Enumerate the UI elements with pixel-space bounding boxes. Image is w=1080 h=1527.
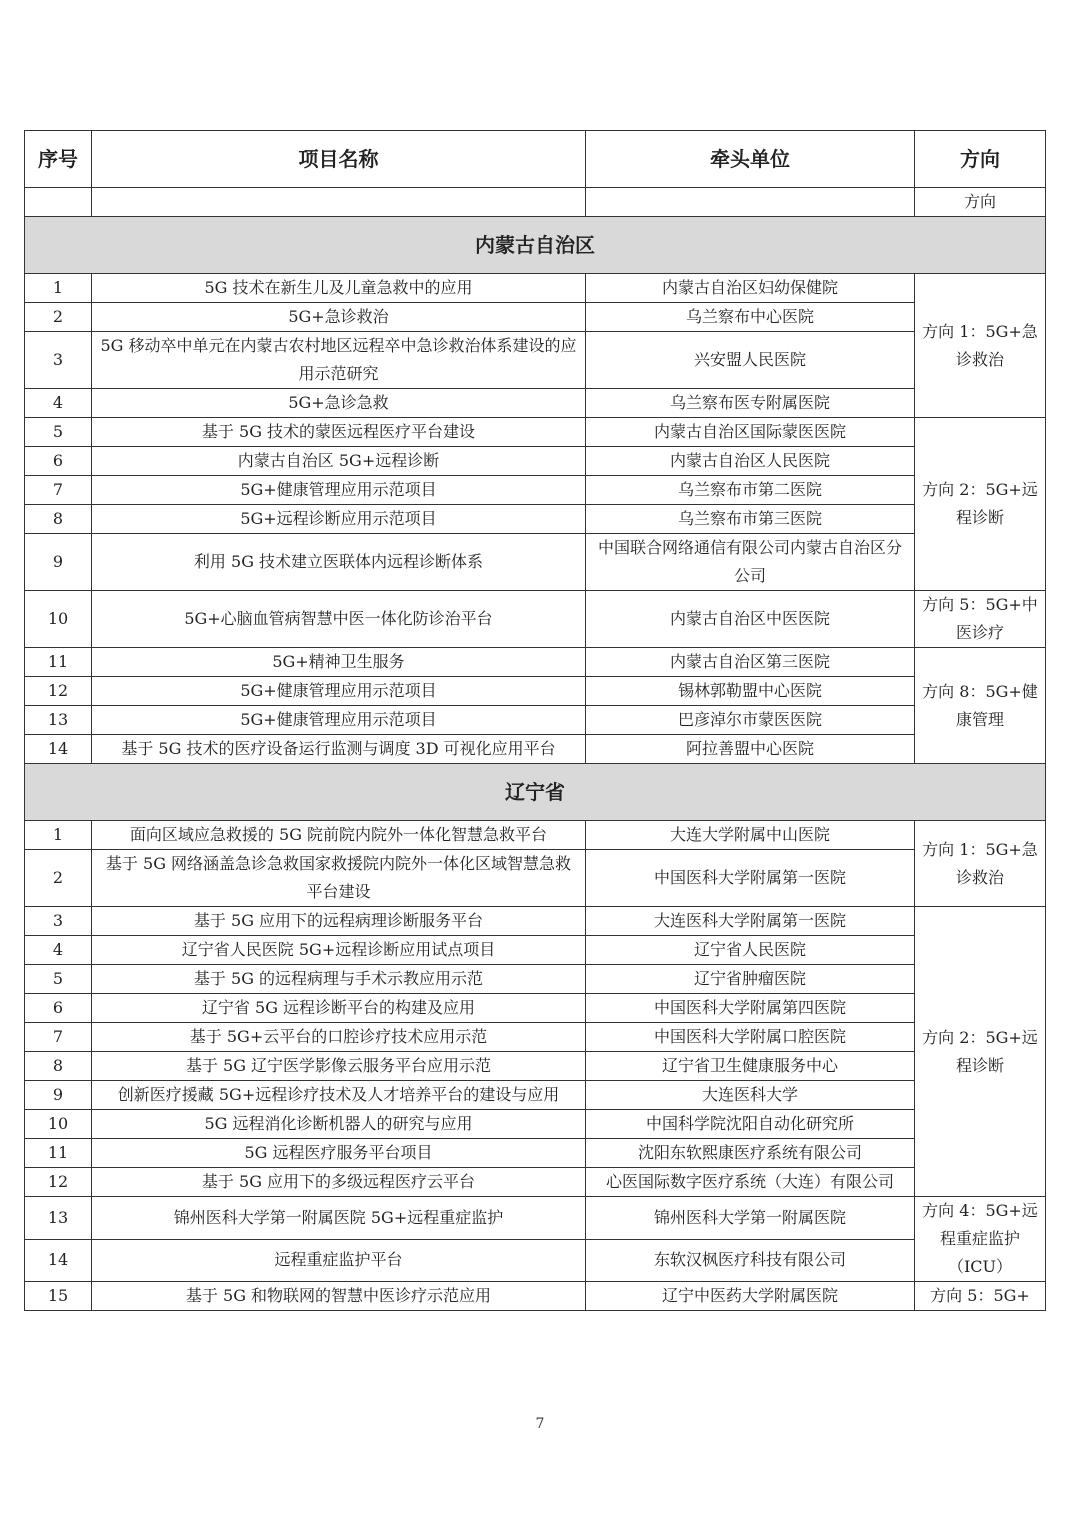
seq-cell: 13 bbox=[25, 706, 92, 735]
direction-cell: 方向 2：5G+远程诊断 bbox=[915, 418, 1046, 591]
name-cell: 辽宁省 5G 远程诊断平台的构建及应用 bbox=[92, 994, 586, 1023]
name-cell: 5G 移动卒中单元在内蒙古农村地区远程卒中急诊救治体系建设的应用示范研究 bbox=[92, 332, 586, 389]
unit-cell: 乌兰察布中心医院 bbox=[586, 303, 915, 332]
unit-cell: 东软汉枫医疗科技有限公司 bbox=[586, 1239, 915, 1282]
direction-cell: 方向 1：5G+急诊救治 bbox=[915, 821, 1046, 907]
seq-cell: 5 bbox=[25, 965, 92, 994]
table-row bbox=[25, 1282, 1046, 1311]
name-cell: 基于 5G 的远程病理与手术示教应用示范 bbox=[92, 965, 586, 994]
table-row bbox=[25, 1023, 1046, 1052]
unit-cell: 中国科学院沈阳自动化研究所 bbox=[586, 1110, 915, 1139]
name-cell: 基于 5G 辽宁医学影像云服务平台应用示范 bbox=[92, 1052, 586, 1081]
seq-cell: 13 bbox=[25, 1197, 92, 1240]
table-row bbox=[25, 1239, 1046, 1282]
seq-cell: 3 bbox=[25, 332, 92, 389]
unit-cell: 辽宁省肿瘤医院 bbox=[586, 965, 915, 994]
seq-cell: 11 bbox=[25, 1139, 92, 1168]
direction-cell: 方向 2：5G+远程诊断 bbox=[915, 907, 1046, 1197]
unit-cell: 辽宁中医药大学附属医院 bbox=[586, 1282, 915, 1311]
seq-cell: 2 bbox=[25, 850, 92, 907]
seq-cell: 7 bbox=[25, 476, 92, 505]
seq-cell: 5 bbox=[25, 418, 92, 447]
name-cell: 5G 远程医疗服务平台项目 bbox=[92, 1139, 586, 1168]
name-cell: 5G 远程消化诊断机器人的研究与应用 bbox=[92, 1110, 586, 1139]
table-row bbox=[25, 303, 1046, 332]
seq-cell: 8 bbox=[25, 505, 92, 534]
region-row bbox=[25, 764, 1046, 821]
name-cell: 基于 5G+云平台的口腔诊疗技术应用示范 bbox=[92, 1023, 586, 1052]
unit-cell: 内蒙古自治区第三医院 bbox=[586, 648, 915, 677]
table-row bbox=[25, 389, 1046, 418]
header-seq: 序号 bbox=[25, 131, 92, 188]
unit-cell: 锦州医科大学第一附属医院 bbox=[586, 1197, 915, 1240]
unit-cell: 中国医科大学附属第一医院 bbox=[586, 850, 915, 907]
name-cell: 5G+精神卫生服务 bbox=[92, 648, 586, 677]
seq-cell: 11 bbox=[25, 648, 92, 677]
name-cell: 基于 5G 和物联网的智慧中医诊疗示范应用 bbox=[92, 1282, 586, 1311]
table-row bbox=[25, 447, 1046, 476]
direction-cell: 方向 1：5G+急诊救治 bbox=[915, 274, 1046, 418]
table-row bbox=[25, 591, 1046, 648]
unit-cell: 巴彦淖尔市蒙医医院 bbox=[586, 706, 915, 735]
direction-cell: 方向 4：5G+远程重症监护（ICU） bbox=[915, 1197, 1046, 1282]
name-cell: 5G+急诊救治 bbox=[92, 303, 586, 332]
seq-cell: 10 bbox=[25, 591, 92, 648]
header-unit: 牵头单位 bbox=[586, 131, 915, 188]
name-cell: 5G+远程诊断应用示范项目 bbox=[92, 505, 586, 534]
table-row bbox=[25, 936, 1046, 965]
unit-cell: 兴安盟人民医院 bbox=[586, 332, 915, 389]
unit-cell: 心医国际数字医疗系统（大连）有限公司 bbox=[586, 1168, 915, 1197]
name-cell: 5G+健康管理应用示范项目 bbox=[92, 677, 586, 706]
table-row bbox=[25, 1052, 1046, 1081]
region-row bbox=[25, 217, 1046, 274]
unit-cell: 辽宁省卫生健康服务中心 bbox=[586, 1052, 915, 1081]
seq-cell: 9 bbox=[25, 1081, 92, 1110]
table-row bbox=[25, 907, 1046, 936]
name-cell: 基于 5G 技术的医疗设备运行监测与调度 3D 可视化应用平台 bbox=[92, 735, 586, 764]
seq-cell: 1 bbox=[25, 821, 92, 850]
seq-cell: 14 bbox=[25, 735, 92, 764]
direction-cell: 方向 5：5G+中医诊疗 bbox=[915, 591, 1046, 648]
name-cell: 基于 5G 技术的蒙医远程医疗平台建设 bbox=[92, 418, 586, 447]
table-row bbox=[25, 1110, 1046, 1139]
direction-cell: 方向 8：5G+健康管理 bbox=[915, 648, 1046, 764]
table-row bbox=[25, 1197, 1046, 1240]
region-title: 内蒙古自治区 bbox=[25, 217, 1046, 274]
unit-cell: 中国联合网络通信有限公司内蒙古自治区分公司 bbox=[586, 534, 915, 591]
name-cell: 基于 5G 应用下的多级远程医疗云平台 bbox=[92, 1168, 586, 1197]
seq-cell: 12 bbox=[25, 1168, 92, 1197]
table-row bbox=[25, 1081, 1046, 1110]
subheader-dir: 方向 bbox=[915, 188, 1046, 217]
header-dir: 方向 bbox=[915, 131, 1046, 188]
unit-cell: 沈阳东软熙康医疗系统有限公司 bbox=[586, 1139, 915, 1168]
table-row bbox=[25, 1168, 1046, 1197]
seq-cell: 6 bbox=[25, 447, 92, 476]
unit-cell: 中国医科大学附属第四医院 bbox=[586, 994, 915, 1023]
name-cell: 5G+健康管理应用示范项目 bbox=[92, 706, 586, 735]
unit-cell: 乌兰察布市第二医院 bbox=[586, 476, 915, 505]
table-row bbox=[25, 505, 1046, 534]
table-row bbox=[25, 534, 1046, 591]
name-cell: 锦州医科大学第一附属医院 5G+远程重症监护 bbox=[92, 1197, 586, 1240]
unit-cell: 内蒙古自治区人民医院 bbox=[586, 447, 915, 476]
name-cell: 基于 5G 网络涵盖急诊急救国家救援院内院外一体化区域智慧急救平台建设 bbox=[92, 850, 586, 907]
name-cell: 辽宁省人民医院 5G+远程诊断应用试点项目 bbox=[92, 936, 586, 965]
seq-cell: 3 bbox=[25, 907, 92, 936]
table-row bbox=[25, 476, 1046, 505]
seq-cell: 1 bbox=[25, 274, 92, 303]
table-row bbox=[25, 994, 1046, 1023]
header-name: 项目名称 bbox=[92, 131, 586, 188]
table-row bbox=[25, 274, 1046, 303]
region-title: 辽宁省 bbox=[25, 764, 1046, 821]
unit-cell: 内蒙古自治区国际蒙医医院 bbox=[586, 418, 915, 447]
seq-cell: 8 bbox=[25, 1052, 92, 1081]
unit-cell: 大连大学附属中山医院 bbox=[586, 821, 915, 850]
name-cell: 5G+急诊急救 bbox=[92, 389, 586, 418]
name-cell: 5G+心脑血管病智慧中医一体化防诊治平台 bbox=[92, 591, 586, 648]
seq-cell: 9 bbox=[25, 534, 92, 591]
unit-cell: 锡林郭勒盟中心医院 bbox=[586, 677, 915, 706]
unit-cell: 阿拉善盟中心医院 bbox=[586, 735, 915, 764]
seq-cell: 7 bbox=[25, 1023, 92, 1052]
table-row bbox=[25, 735, 1046, 764]
unit-cell: 内蒙古自治区中医医院 bbox=[586, 591, 915, 648]
page-number: 7 bbox=[535, 1416, 545, 1432]
seq-cell: 14 bbox=[25, 1239, 92, 1282]
table-row bbox=[25, 706, 1046, 735]
direction-cell: 方向 5：5G+ bbox=[915, 1282, 1046, 1311]
table-row bbox=[25, 850, 1046, 907]
unit-cell: 辽宁省人民医院 bbox=[586, 936, 915, 965]
unit-cell: 乌兰察布医专附属医院 bbox=[586, 389, 915, 418]
subheader-row bbox=[25, 188, 1046, 217]
name-cell: 5G 技术在新生儿及儿童急救中的应用 bbox=[92, 274, 586, 303]
seq-cell: 4 bbox=[25, 389, 92, 418]
name-cell: 5G+健康管理应用示范项目 bbox=[92, 476, 586, 505]
seq-cell: 15 bbox=[25, 1282, 92, 1311]
name-cell: 创新医疗援藏 5G+远程诊疗技术及人才培养平台的建设与应用 bbox=[92, 1081, 586, 1110]
table-row bbox=[25, 648, 1046, 677]
seq-cell: 2 bbox=[25, 303, 92, 332]
seq-cell: 4 bbox=[25, 936, 92, 965]
unit-cell: 内蒙古自治区妇幼保健院 bbox=[586, 274, 915, 303]
unit-cell: 大连医科大学 bbox=[586, 1081, 915, 1110]
name-cell: 远程重症监护平台 bbox=[92, 1239, 586, 1282]
seq-cell: 10 bbox=[25, 1110, 92, 1139]
projects-table bbox=[24, 130, 1046, 1311]
table-row bbox=[25, 677, 1046, 706]
seq-cell: 12 bbox=[25, 677, 92, 706]
seq-cell: 6 bbox=[25, 994, 92, 1023]
name-cell: 面向区域应急救援的 5G 院前院内院外一体化智慧急救平台 bbox=[92, 821, 586, 850]
unit-cell: 大连医科大学附属第一医院 bbox=[586, 907, 915, 936]
name-cell: 内蒙古自治区 5G+远程诊断 bbox=[92, 447, 586, 476]
header-row bbox=[25, 131, 1046, 188]
table-row bbox=[25, 418, 1046, 447]
table-row bbox=[25, 965, 1046, 994]
table-row bbox=[25, 821, 1046, 850]
table-row bbox=[25, 1139, 1046, 1168]
name-cell: 利用 5G 技术建立医联体内远程诊断体系 bbox=[92, 534, 586, 591]
unit-cell: 乌兰察布市第三医院 bbox=[586, 505, 915, 534]
unit-cell: 中国医科大学附属口腔医院 bbox=[586, 1023, 915, 1052]
name-cell: 基于 5G 应用下的远程病理诊断服务平台 bbox=[92, 907, 586, 936]
table-row bbox=[25, 332, 1046, 389]
